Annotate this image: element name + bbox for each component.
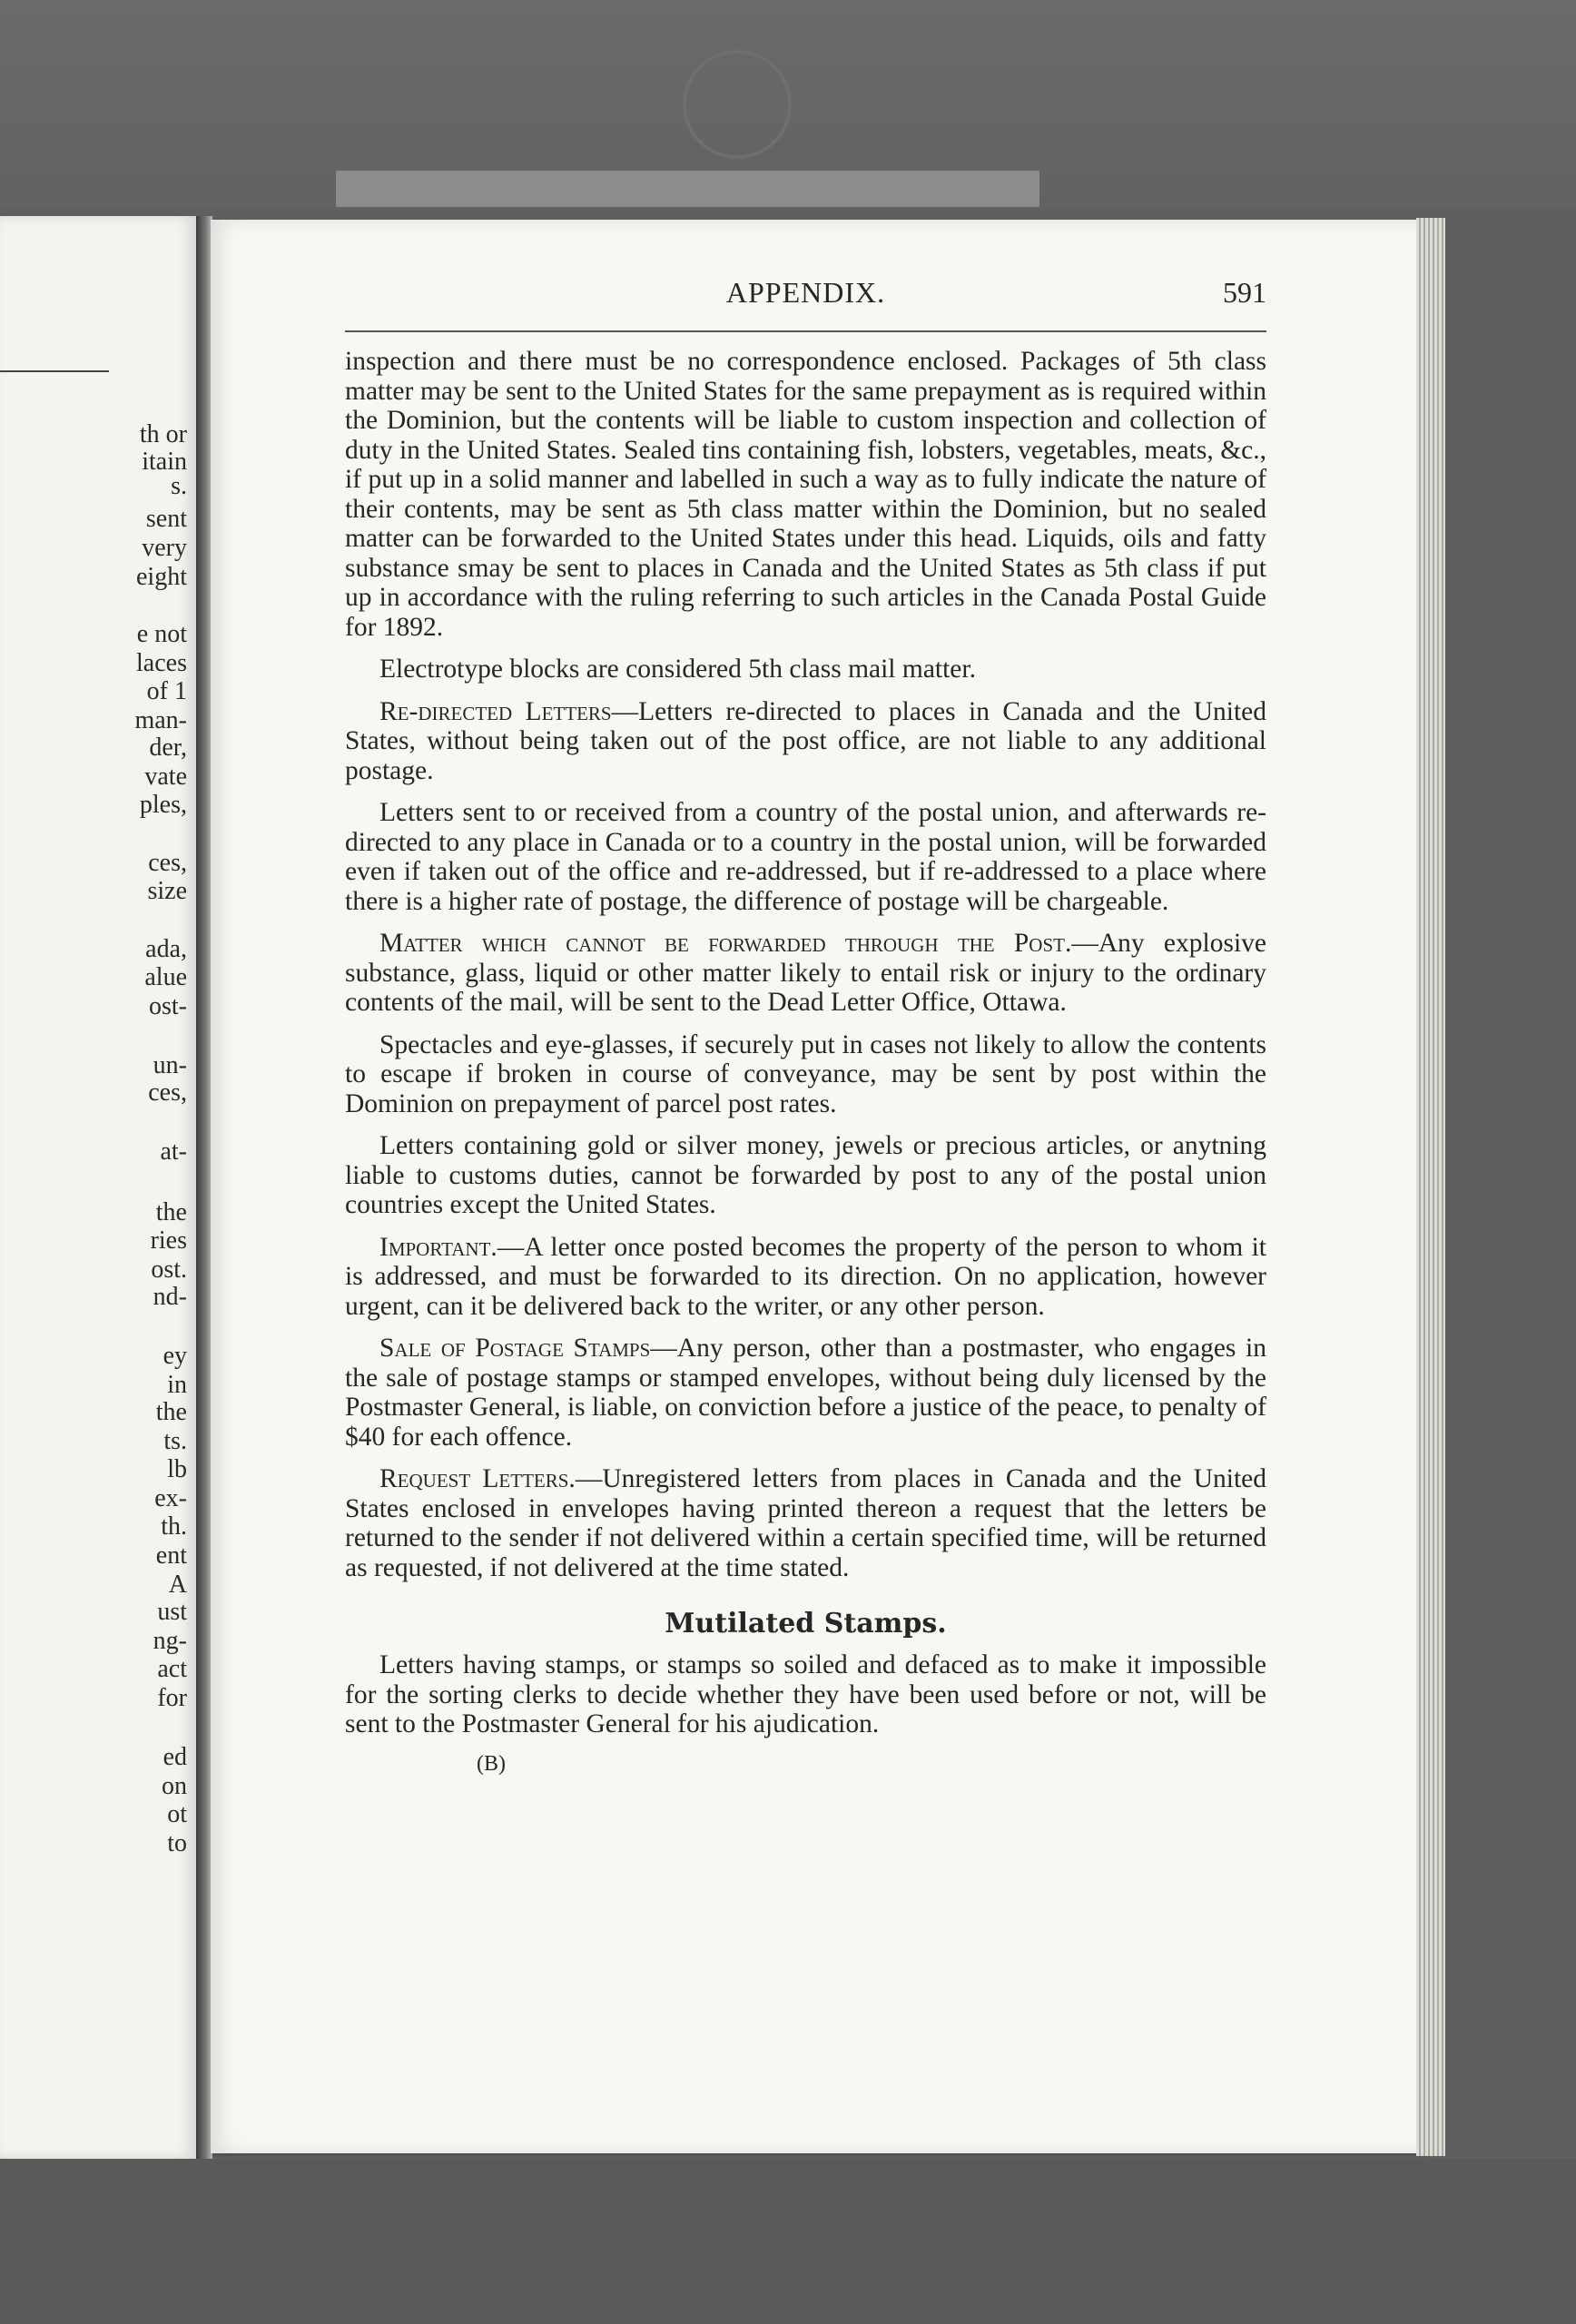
left-page-fragment: at- xyxy=(160,1137,187,1166)
backdrop-bottom xyxy=(0,2159,1576,2324)
left-page-fragment: to xyxy=(167,1829,187,1857)
left-page-fragment: lb xyxy=(167,1455,187,1483)
paragraph-lead: Matter which cannot be forwarded through the Post. xyxy=(379,929,1072,958)
paragraph-request-letters xyxy=(345,1464,1266,1582)
signature-mark: (B) xyxy=(477,1751,506,1776)
running-head xyxy=(345,276,1266,330)
left-page-fragment: e not xyxy=(136,620,187,648)
left-page-fragment: th. xyxy=(161,1512,187,1541)
paragraph-lead: Request Letters. xyxy=(379,1464,576,1493)
left-page-fragment: ples, xyxy=(139,791,187,819)
left-page-fragment: ost. xyxy=(151,1256,187,1284)
paragraph-postal-union xyxy=(345,798,1266,916)
paragraph-lead: Important. xyxy=(379,1232,497,1262)
right-page xyxy=(211,220,1427,2153)
left-page-fragment: ts. xyxy=(163,1427,187,1455)
paragraph-text: inspection and there must be no correspondence enclosed. Packages of 5th class matter may be sent to the United States for the same prepayment as is required within the Dominion, but the contents will be liable to custom inspection and collection of duty in the United States. Sealed tins containing fish, lobsters, vegetables, meats, &c., if put up in a solid manner and labelled in such a way as to fully indicate the nature of their contents, may be sent as 5th class matter within the Dominion, but no sealed matter can be forwarded to the United States under this head. Liquids, oils and fatty substance smay be sent to places in Canada and the United States as 5th class if put up in accordance with the ruling referring to such articles in the Canada Postal Guide for 1892. xyxy=(345,347,1266,642)
paragraph-packages xyxy=(345,347,1266,642)
left-page-fragment: ries xyxy=(150,1226,187,1255)
left-page-fragment: ces, xyxy=(148,1078,187,1107)
left-page-fragment: vate xyxy=(144,763,187,791)
left-page-fragment: sent xyxy=(145,505,187,533)
left-page-fragment: ex- xyxy=(154,1484,187,1512)
left-page-fragment: eight xyxy=(136,563,187,591)
section-heading: Mutilated Stamps. xyxy=(665,1608,947,1640)
left-page-fragment: ey xyxy=(163,1342,187,1370)
left-page-fragment: itain xyxy=(142,448,187,476)
left-page-fragment: ot xyxy=(167,1800,187,1828)
left-page-fragment: alue xyxy=(144,963,187,991)
left-page-fragment: ces, xyxy=(148,849,187,877)
left-page-fragment: on xyxy=(162,1772,187,1800)
left-page-fragment: ed xyxy=(163,1743,187,1771)
paragraph-text: —Letters re-directed to places in Canada and the United States, without being taken out of the post office, are not liable to any additional postage. xyxy=(345,696,1266,785)
left-page-fragment: act xyxy=(157,1655,187,1683)
paragraph-text: Letters sent to or received from a country of the postal union, and afterwards re-directed to any place in Canada or to a country in the postal union, will be forwarded even if taken out of the office and re-addressed, but if re-addressed to a place where there is a higher rate of postage, the difference of postage will be chargeable. xyxy=(345,798,1266,916)
left-page-fragment: the xyxy=(155,1198,187,1226)
left-page-fragment: A xyxy=(168,1571,187,1599)
paragraph-matter-cannot xyxy=(345,929,1266,1018)
paragraph-sale-of-stamps xyxy=(345,1334,1266,1452)
page-content xyxy=(345,276,1266,1777)
paragraph-text: —Any explosive substance, glass, liquid or other matter likely to entail risk or injury to the ordinary contents of the mail, will be sent to the Dead Letter Office, Ottawa. xyxy=(345,929,1266,1017)
left-page-fragment: th or xyxy=(139,420,187,448)
left-page-fragment: s. xyxy=(171,472,187,500)
left-page-fragment: man- xyxy=(134,706,187,734)
left-page-fragment: ada, xyxy=(145,935,187,963)
paragraph-text: Letters containing gold or silver money, jewels or precious articles, or anytning liable to customs duties, cannot be forwarded by post to any of the postal union countries except the United States. xyxy=(345,1131,1266,1219)
left-facing-page xyxy=(0,216,203,2159)
left-page-fragment: laces xyxy=(136,649,187,677)
paragraph-gold-silver xyxy=(345,1131,1266,1220)
left-page-fragment: the xyxy=(155,1398,187,1426)
left-page-fragment: for xyxy=(157,1684,187,1712)
header-rule xyxy=(345,330,1266,332)
paragraph-mutilated-stamps xyxy=(345,1650,1266,1739)
left-page-fragment: size xyxy=(147,877,187,905)
left-page-rule xyxy=(0,370,109,372)
page-number: 591 xyxy=(1223,276,1266,309)
paragraph-text: —Unregistered letters from places in Canada and the United States enclosed in envelopes having printed thereon a request that the letters be returned to the sender if not delivered within a certain specified time, will be returned as requested, if not delivered at the time stated. xyxy=(345,1464,1267,1582)
paragraph-text: Spectacles and eye-glasses, if securely put in cases not likely to allow the contents to escape if broken in course of conveyance, may be sent by post within the Dominion on prepayment of parcel post rates. xyxy=(345,1029,1266,1118)
paragraph-spectacles xyxy=(345,1030,1266,1119)
paragraph-lead: Sale of Postage Stamps xyxy=(379,1334,651,1363)
left-page-fragment: ent xyxy=(155,1541,187,1570)
left-page-fragment: of 1 xyxy=(146,677,187,705)
running-title: APPENDIX. xyxy=(725,276,886,309)
book-clip-ring xyxy=(683,50,792,159)
paragraph-lead: Re-directed Letters xyxy=(379,696,612,726)
paragraph-electrotype xyxy=(345,655,1266,684)
left-page-fragment: very xyxy=(142,534,187,562)
paragraph-important xyxy=(345,1233,1266,1322)
left-page-fragment: in xyxy=(167,1371,187,1399)
paragraph-text: Letters having stamps, or stamps so soiled and defaced as to make it impossible for the sorting clerks to decide whether they have been used before or not, will be sent to the Postmaster General for his ajudication. xyxy=(345,1650,1266,1738)
left-page-fragment: ust xyxy=(157,1598,187,1626)
paragraph-text: —Any person, other than a postmaster, who engages in the sale of postage stamps or stamped envelopes, without being duly licensed by the Postmaster General, is liable, on conviction before a justice of the peace, to penalty of $40 for each offence. xyxy=(345,1334,1266,1452)
left-page-fragment: ost- xyxy=(149,992,187,1020)
paragraph-redirected xyxy=(345,697,1266,786)
paragraph-text: —A letter once posted becomes the property of the person to whom it is addressed, and must be forwarded to its direction. On no application, however urgent, can it be delivered back to the writer, or any other person. xyxy=(345,1232,1266,1321)
left-page-fragment: der, xyxy=(149,734,187,762)
page-top-strip xyxy=(336,171,1039,207)
left-page-fragment: nd- xyxy=(153,1283,187,1311)
left-page-fragment: un- xyxy=(153,1051,187,1079)
left-page-fragment: ng- xyxy=(153,1627,187,1655)
page-edge xyxy=(1416,218,1445,2156)
paragraph-text: Electrotype blocks are considered 5th class mail matter. xyxy=(379,655,976,684)
